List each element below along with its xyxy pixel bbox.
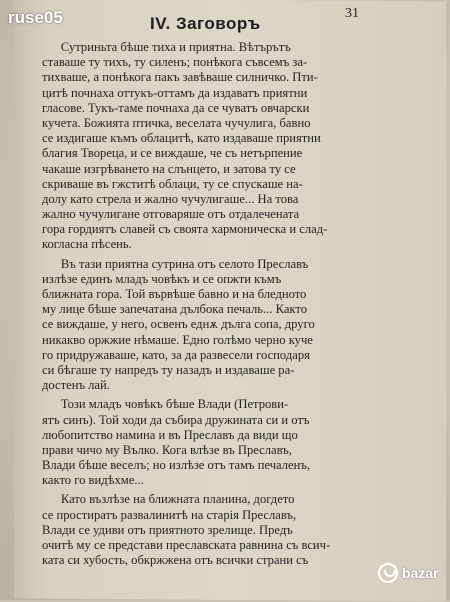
paragraph — [42, 40, 372, 253]
text-line: Влади се удиви отъ приятното зрелище. Предъ — [42, 522, 293, 537]
text-line: си бѣгаше ту напредъ ту назадъ и издаваше ра- — [42, 362, 295, 377]
text-line: излѣзе единъ младъ човѣкъ и се опжти къмъ — [42, 271, 282, 286]
text-line: Този младъ човѣкъ бѣше Влади (Петрови- — [42, 397, 289, 412]
text-line: гласове. Тукъ-таме почнаха да се чуватъ овчарски — [42, 100, 310, 115]
body-text — [42, 40, 372, 568]
text-line: ближната гора. Той вървѣше бавно и на бледното — [42, 287, 307, 301]
text-line: както го видѣхме... — [42, 473, 144, 488]
text-line: Сутриньта бѣше тиха и приятна. Вѣтърътъ — [42, 40, 291, 54]
paragraph — [42, 257, 372, 394]
text-line: жално чучулигане отговаряше отъ отдалечената — [42, 207, 300, 222]
text-line: чакаше изгрѣването на слънцето, и затова ту се — [42, 161, 296, 176]
text-line: благия Твореца, и се виждаше, че съ нетърпение — [42, 146, 303, 161]
text-line: ятъ синъ). Той ходи да събира дружината си и отъ — [42, 412, 310, 427]
page-number: 31 — [345, 6, 359, 21]
text-line: скриваше въ гжститѣ облаци, ту се спускаше на- — [42, 176, 303, 191]
chapter-title: IV. Заговоръ — [150, 14, 261, 33]
bazar-smile-icon — [378, 563, 398, 583]
watermark: ruse05 — [8, 8, 63, 27]
text-line: Въ тази приятна сутрина отъ селото Преславъ — [42, 256, 309, 271]
text-line: ката си хубость, обкржжена отъ всички страни съ — [42, 553, 309, 568]
text-line: го придружаваше, като, за да развесели господаря — [42, 347, 310, 362]
text-line: никакво оржжие нѣмаше. Едно голѣмо черно куче — [42, 332, 313, 347]
text-line: достенъ лай. — [42, 378, 110, 393]
text-line: очитѣ му се представи преславската равнина съ всич- — [42, 538, 331, 552]
paragraph — [42, 397, 372, 488]
text-line: когласна пѣсень. — [42, 237, 132, 252]
text-line: се простиратъ развалинитѣ на старiя Преславъ, — [42, 507, 297, 522]
text-line: Влади бѣше веселъ; но излѣзе отъ тамъ печаленъ, — [42, 458, 311, 473]
text-line: се виждаше, у него, освенъ еднѫ дълга сопа, друго — [42, 317, 315, 332]
text-line: се издигаше къмъ облацитѣ, като издаваше приятни — [42, 131, 321, 146]
text-line: Като възлѣзе на ближната планина, догдето — [42, 492, 295, 507]
text-line: цитѣ почнаха оттукъ-оттамъ да издаватъ приятни — [42, 85, 308, 100]
text-line: гора гордиятъ славей съ своята хармоническа и слад- — [42, 222, 328, 237]
bazar-logo — [378, 563, 439, 583]
text-line: любопитство намина и въ Преславъ да види що — [42, 427, 298, 442]
text-line: ставаше ту тихъ, ту силенъ; понѣкога съвсемъ за- — [42, 55, 308, 70]
text-line: му лице бѣше запечатана дълбока печаль... Както — [42, 302, 307, 317]
text-line: долу като стрела и жално чучулигаше... На това — [42, 191, 299, 206]
text-line: тихваше, а понѣкога пакъ завѣваше силничко. Пти- — [42, 70, 318, 85]
text-line: кучета. Божията птичка, веселата чучулига, бавно — [42, 115, 311, 130]
bazar-logo-text: bazar — [402, 565, 439, 581]
paragraph — [42, 492, 372, 568]
text-line: прави чичо му Вълко. Кога влѣзе въ Преславъ, — [42, 442, 292, 457]
